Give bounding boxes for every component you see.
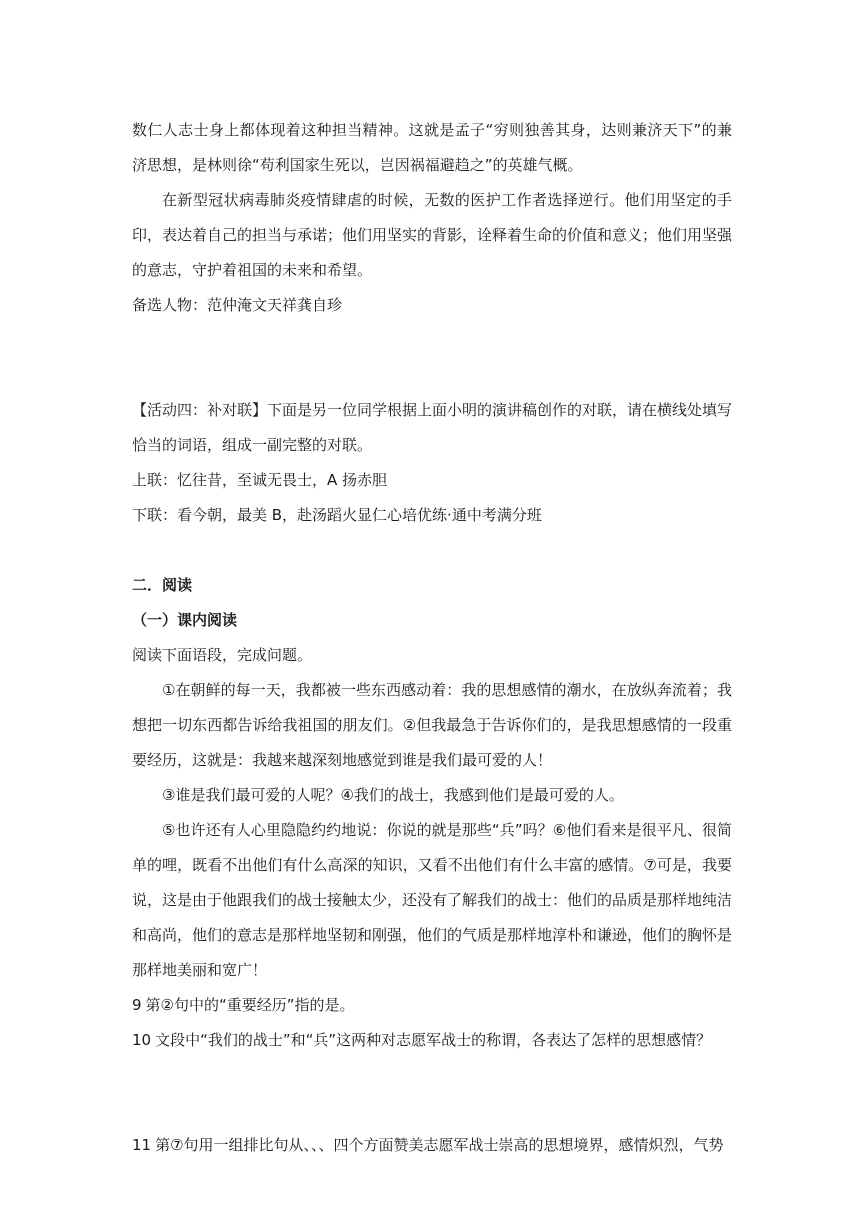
question-text: 第⑦句用一组排比句从、、、四个方面赞美志愿军战士崇高的思想境界，感情炽烈，气势 [155, 1136, 724, 1154]
subsection-title: （一）课内阅读 [132, 611, 238, 629]
backup-people-line: 备选人物：范仲淹文天祥龚自珍 [132, 296, 343, 314]
spacer [132, 323, 732, 393]
question-text: 文段中“我们的战士”和“兵”这两种对志愿军战士的称谓，各表达了怎样的思想感情？ [155, 1031, 712, 1049]
spacer [132, 533, 732, 568]
question-number: 9 [132, 996, 142, 1014]
question-number: 11 [132, 1136, 152, 1154]
intro-paragraph-2: 在新型冠状病毒肺炎疫情肆虐的时候，无数的医护工作者选择逆行。他们用坚定的手印，表达着自己的担当与承诺；他们用坚实的背影，诠释着生命的价值和意义；他们用坚强的意志，守护着祖国的未来和希望。 [132, 191, 733, 279]
reading-paragraph-2: ③谁是我们最可爱的人呢？④我们的战士，我感到他们是最可爱的人。 [162, 786, 624, 804]
couplet-upper-line: 上联：忆往昔，至诚无畏士，A 扬赤胆 [132, 471, 388, 489]
question-11 [132, 1128, 732, 1163]
section-title: 二．阅读 [132, 576, 193, 594]
answer-space [132, 1058, 732, 1128]
question-9 [132, 988, 732, 1023]
reading-paragraph-3: ⑤也许还有人心里隐隐约约地说：你说的就是那些“兵”吗？⑥他们看来是很平凡、很简单的哩，既看不出他们有什么高深的知识，又看不出他们有什么丰富的感情。⑦可是，我要说，这是由于他跟我们的战士接触太少，还没有了解我们的战士：他们的品质是那样地纯洁和高尚，他们的意志是那样地坚韧和刚强，他们的气质是那样地淳朴和谦逊，他们的胸怀是那样地美丽和宽广！ [132, 821, 733, 979]
reading-instruction: 阅读下面语段，完成问题。 [132, 646, 313, 664]
document-content [132, 113, 732, 1163]
reading-paragraph-1: ①在朝鲜的每一天，我都被一些东西感动着：我的思想感情的潮水，在放纵奔流着；我想把一切东西都告诉给我祖国的朋友们。②但我最急于告诉你们的，是我思想感情的一段重要经历，这就是：我越来越深刻地感觉到谁是我们最可爱的人！ [132, 681, 732, 769]
question-number: 10 [132, 1031, 152, 1049]
intro-paragraph-1: 数仁人志士身上都体现着这种担当精神。这就是孟子“穷则独善其身，达则兼济天下”的兼济思想，是林则徐“苟利国家生死以，岂因祸福避趋之”的英雄气概。 [132, 121, 732, 174]
question-10 [132, 1023, 732, 1058]
couplet-lower-line: 下联：看今朝，最美 B，赴汤蹈火显仁心培优练·通中考满分班 [132, 506, 542, 524]
activity-four-prompt: 【活动四：补对联】下面是另一位同学根据上面小明的演讲稿创作的对联，请在横线处填写恰当的词语，组成一副完整的对联。 [132, 401, 733, 454]
question-text: 第②句中的“重要经历”指的是。 [145, 996, 355, 1014]
